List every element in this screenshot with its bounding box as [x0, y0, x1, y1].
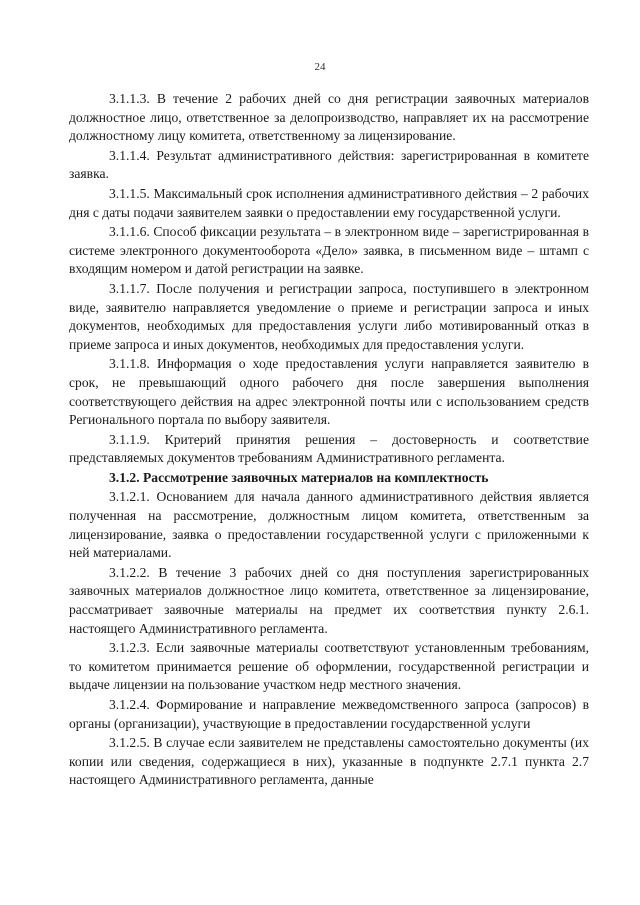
page-number: 24	[314, 61, 326, 73]
paragraph-3-1-1-5: 3.1.1.5. Максимальный срок исполнения административного действия – 2 рабочих дня с даты подачи заявителем заявки о предоставлении ему государственной услуги.	[69, 185, 589, 220]
paragraph-3-1-1-6: 3.1.1.6. Способ фиксации результата – в электронном виде – зарегистрированная в системе электронного документооборота «Дело» заявка, в письменном виде – штамп с входящим номером и датой регистрации на заявке.	[69, 224, 589, 277]
paragraph-3-1-1-7: 3.1.1.7. После получения и регистрации запроса, поступившего в электронном виде, заявителю направляется уведомление о приеме и регистрации запроса и иных документов, необходимых для предоставления услуги либо мотивированный отказ в приеме запроса и иных документов, необходимых для предоставления услуги.	[69, 280, 589, 352]
paragraph-3-1-1-9: 3.1.1.9. Критерий принятия решения – достоверность и соответствие представляемых документов требованиям Административного регламента.	[69, 431, 589, 466]
paragraph-3-1-2-1: 3.1.2.1. Основанием для начала данного административного действия является полученная на рассмотрение, должностным лицом комитета, ответственным за лицензирование, заявка о предоставлении государственной услуги с приложенными к ней материалами.	[69, 489, 589, 561]
document-body	[69, 90, 589, 791]
paragraph-3-1-1-3: 3.1.1.3. В течение 2 рабочих дней со дня регистрации заявочных материалов должностное лицо, ответственное за делопроизводство, направляет их на рассмотрение должностному лицу комитета, ответственному за лицензирование.	[69, 91, 589, 144]
paragraph-3-1-2-2: 3.1.2.2. В течение 3 рабочих дней со дня поступления зарегистрированных заявочных материалов должностное лицо комитета, ответственное за лицензирование, рассматривает заявочные материалы на предмет их соответствия пункту 2.6.1. настоящего Административного регламента.	[69, 564, 589, 636]
paragraph-3-1-1-4: 3.1.1.4. Результат административного действия: зарегистрированная в комитете заявка.	[69, 147, 589, 182]
paragraph-3-1-2-5: 3.1.2.5. В случае если заявителем не представлены самостоятельно документы (их копии или сведения, содержащиеся в них), указанные в подпункте 2.7.1 пункта 2.7 настоящего Административного регламента, данные	[69, 735, 589, 788]
section-heading-3-1-2: 3.1.2. Рассмотрение заявочных материалов на комплектность	[109, 469, 489, 485]
paragraph-3-1-1-8: 3.1.1.8. Информация о ходе предоставления услуги направляется заявителю в срок, не превышающий одного рабочего дня после завершения выполнения соответствующего действия на адрес электронной почты или с использованием средств Регионального портала по выбору заявителя.	[69, 356, 589, 428]
paragraph-3-1-2-4: 3.1.2.4. Формирование и направление межведомственного запроса (запросов) в органы (организации), участвующие в предоставлении государственной услуги	[69, 697, 589, 731]
paragraph-3-1-2-3: 3.1.2.3. Если заявочные материалы соответствуют установленным требованиям, то комитетом принимается решение об оформлении, государственной регистрации и выдаче лицензии на пользование участком недр местного значения.	[69, 640, 589, 693]
